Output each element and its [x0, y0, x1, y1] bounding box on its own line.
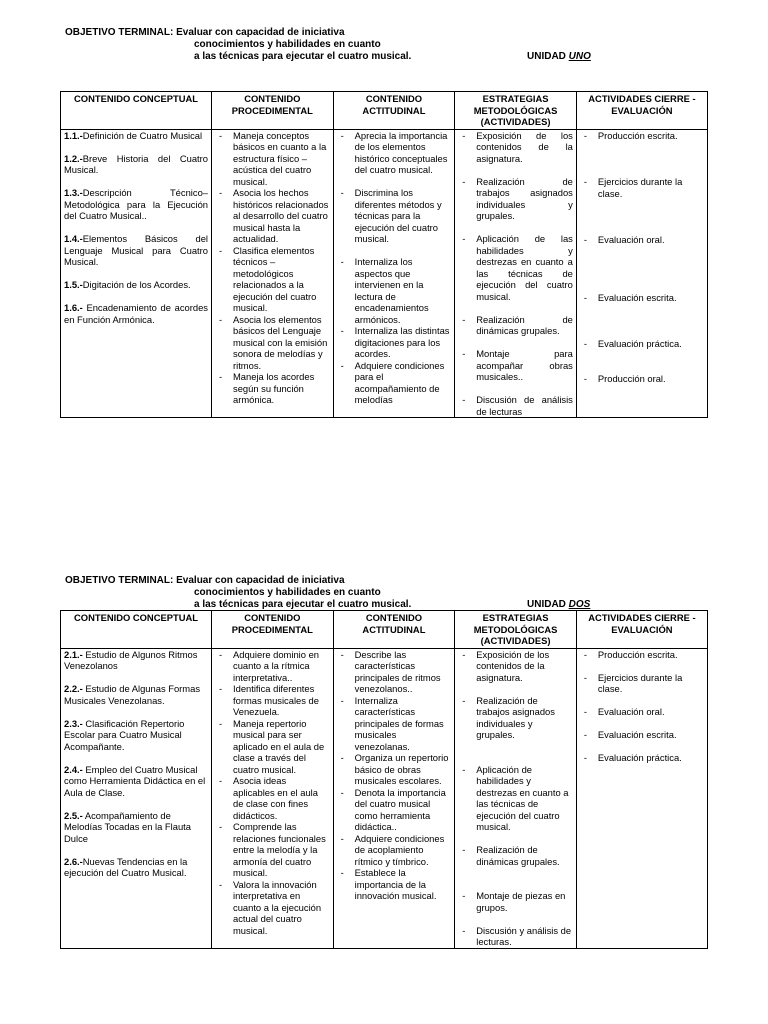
objective-header: [60, 575, 708, 617]
list-item: - Realización de trabajos asignados individuales y grupales.: [458, 695, 573, 741]
unit-name: DOS: [568, 599, 591, 610]
list-item: - Evaluación práctica.: [580, 338, 704, 350]
list-item: 1.3.-Descripción Técnico–Metodológica para la Ejecución del Cuatro Musical..: [64, 187, 208, 221]
list-item: - Internaliza los aspectos que intervienen en la lectura de encadenamientos armónicos.: [337, 256, 452, 325]
list-item: 2.4.- Empleo del Cuatro Musical como Herramienta Didáctica en el Aula de Clase.: [64, 763, 206, 798]
objective-line-2: conocimientos y habilidades en cuanto: [194, 587, 381, 598]
list-item: 1.2.-Breve Historia del Cuatro Musical.: [64, 152, 208, 175]
list-item: - Discusión y análisis de lecturas.: [458, 925, 573, 948]
list-item: - Valora la innovación interpretativa en cuanto a la ejecución actual del cuatro musical.: [215, 879, 330, 937]
objective-line-1: Evaluar con capacidad de iniciativa: [176, 27, 345, 38]
list-item: - Ejercicios durante la clase.: [580, 176, 704, 199]
unit-name: UNO: [568, 51, 591, 62]
unit-title: UNIDAD UNO: [527, 51, 591, 62]
header-actitudinal: CONTENIDO ACTITUDINAL: [333, 611, 455, 649]
table-header-row: [61, 92, 708, 130]
list-item: - Maneja los acordes según su función armónica.: [215, 371, 330, 406]
actitudinal-cell: [333, 648, 455, 948]
list-item: - Evaluación oral.: [580, 234, 704, 246]
header-procedimental: CONTENIDO PROCEDIMENTAL: [212, 611, 334, 649]
list-item: 2.3.- Clasificación Repertorio Escolar para Cuatro Musical Acompañante.: [64, 717, 185, 752]
objective-line-3: a las técnicas para ejecutar el cuatro musical.: [194, 51, 412, 62]
list-item: - Asocia los hechos históricos relacionados al desarrollo del cuatro musical hasta la actualidad.: [215, 187, 330, 245]
list-item: - Clasifica elementos técnicos – metodológicos relacionados a la ejecución del cuatro musical.: [215, 245, 330, 314]
objective-line-2: conocimientos y habilidades en cuanto: [194, 39, 381, 50]
list-item: 2.6.-Nuevas Tendencias en la ejecución del Cuatro Musical.: [64, 855, 188, 878]
list-item: - Describe las características principales de ritmos venezolanos..: [337, 649, 452, 695]
procedimental-cell: [212, 129, 334, 418]
header-conceptual: CONTENIDO CONCEPTUAL: [61, 92, 212, 130]
list-item: - Comprende las relaciones funcionales entre la melodía y la armonía del cuatro musical.: [215, 821, 330, 879]
objective-label: OBJETIVO TERMINAL:: [65, 575, 174, 586]
objective-line-3: a las técnicas para ejecutar el cuatro musical.: [194, 599, 412, 610]
table-row: [61, 648, 708, 948]
unit-two-table: [60, 610, 708, 949]
list-item: - Asocia los elementos básicos del Lenguaje musical con la emisión sonora de melodías y ritmos.: [215, 314, 330, 372]
list-item: - Discusión de análisis de lecturas: [458, 394, 573, 417]
list-item: 1.1.-Definición de Cuatro Musical: [64, 129, 203, 141]
header-conceptual: CONTENIDO CONCEPTUAL: [61, 611, 212, 649]
list-item: - Montaje para acompañar obras musicales..: [458, 348, 573, 383]
list-item: - Establece la importancia de la innovación musical.: [337, 867, 452, 902]
objective-label: OBJETIVO TERMINAL:: [65, 27, 174, 38]
list-item: - Maneja conceptos básicos en cuanto a la estructura físico – acústica del cuatro musical.: [215, 130, 330, 188]
header-evaluacion: ACTIVIDADES CIERRE - EVALUACIÓN: [576, 92, 707, 130]
estrategias-cell: [455, 648, 577, 948]
list-item: - Exposición de los contenidos de la asignatura.: [458, 130, 573, 165]
list-item: - Aplicación de las habilidades y destrezas en cuanto a las técnicas de ejecución del cuatro musical.: [458, 233, 573, 302]
list-item: 2.1.- Estudio de Algunos Ritmos Venezolanos: [64, 648, 198, 671]
list-item: 1.4.-Elementos Básicos del Lenguaje Musical para Cuatro Musical.: [64, 233, 208, 267]
header-estrategias: ESTRATEGIAS METODOLÓGICAS (ACTIVIDADES): [455, 92, 577, 130]
list-item: - Adquiere dominio en cuanto a la rítmica interpretativa..: [215, 649, 330, 684]
header-estrategias: ESTRATEGIAS METODOLÓGICAS (ACTIVIDADES): [455, 611, 577, 649]
list-item: - Realización de dinámicas grupales.: [458, 844, 573, 867]
list-item: - Exposición de los contenidos de la asignatura.: [458, 649, 573, 684]
list-item: 2.2.- Estudio de Algunas Formas Musicales Venezolanas.: [64, 683, 201, 706]
list-item: - Adquiere condiciones de acoplamiento rítmico y tímbrico.: [337, 833, 452, 868]
list-item: - Montaje de piezas en grupos.: [458, 890, 573, 913]
list-item: - Adquiere condiciones para el acompañamiento de melodías: [337, 360, 452, 406]
objective-line-1: Evaluar con capacidad de iniciativa: [176, 575, 345, 586]
list-item: - Ejercicios durante la clase.: [580, 672, 704, 695]
list-item: - Maneja repertorio musical para ser aplicado en el aula de clase a través del cuatro musical.: [215, 718, 330, 776]
list-item: - Identifica diferentes formas musicales de Venezuela.: [215, 683, 330, 718]
header-actitudinal: CONTENIDO ACTITUDINAL: [333, 92, 455, 130]
list-item: - Internaliza características principales de formas musicales venezolanas.: [337, 695, 452, 753]
list-item: - Evaluación oral.: [580, 706, 704, 718]
evaluacion-cell: [576, 648, 707, 948]
list-item: - Producción oral.: [580, 373, 704, 385]
list-item: - Asocia ideas aplicables en el aula de clase con fines didácticos.: [215, 775, 330, 821]
procedimental-cell: [212, 648, 334, 948]
list-item: - Producción escrita.: [580, 649, 704, 661]
header-procedimental: CONTENIDO PROCEDIMENTAL: [212, 92, 334, 130]
list-item: - Producción escrita.: [580, 130, 704, 142]
list-item: - Aprecia la importancia de los elementos histórico conceptuales del cuatro musical.: [337, 130, 452, 176]
actitudinal-cell: [333, 129, 455, 418]
unit-title: UNIDAD DOS: [527, 599, 591, 610]
unit-one-section: [60, 27, 708, 418]
list-item: - Aplicación de habilidades y destrezas en cuanto a las técnicas de ejecución del cuatro musical.: [458, 764, 573, 833]
list-item: - Denota la importancia del cuatro musical como herramienta didáctica..: [337, 787, 452, 833]
list-item: - Evaluación escrita.: [580, 729, 704, 741]
list-item: - Realización de dinámicas grupales.: [458, 314, 573, 337]
header-evaluacion: ACTIVIDADES CIERRE - EVALUACIÓN: [576, 611, 707, 649]
evaluacion-cell: [576, 129, 707, 418]
list-item: - Evaluación escrita.: [580, 292, 704, 304]
list-item: - Realización de trabajos asignados individuales y grupales.: [458, 176, 573, 222]
list-item: 1.6.- Encadenamiento de acordes en Función Armónica.: [64, 302, 208, 325]
estrategias-cell: [455, 129, 577, 418]
list-item: - Evaluación práctica.: [580, 752, 704, 764]
unit-two-section: [60, 575, 708, 949]
list-item: - Internaliza las distintas digitaciones para los acordes.: [337, 325, 452, 360]
objective-header: [60, 27, 708, 69]
conceptual-cell: [61, 129, 212, 418]
table-row: [61, 129, 708, 418]
list-item: 2.5.- Acompañamiento de Melodías Tocadas en la Flauta Dulce: [64, 809, 191, 844]
conceptual-cell: [61, 648, 212, 948]
unit-one-table: [60, 91, 708, 418]
list-item: 1.5.-Digitación de los Acordes.: [64, 279, 191, 290]
list-item: - Discrimina los diferentes métodos y técnicas para la ejecución del cuatro musical.: [337, 187, 452, 245]
list-item: - Organiza un repertorio básico de obras musicales escolares.: [337, 752, 452, 787]
